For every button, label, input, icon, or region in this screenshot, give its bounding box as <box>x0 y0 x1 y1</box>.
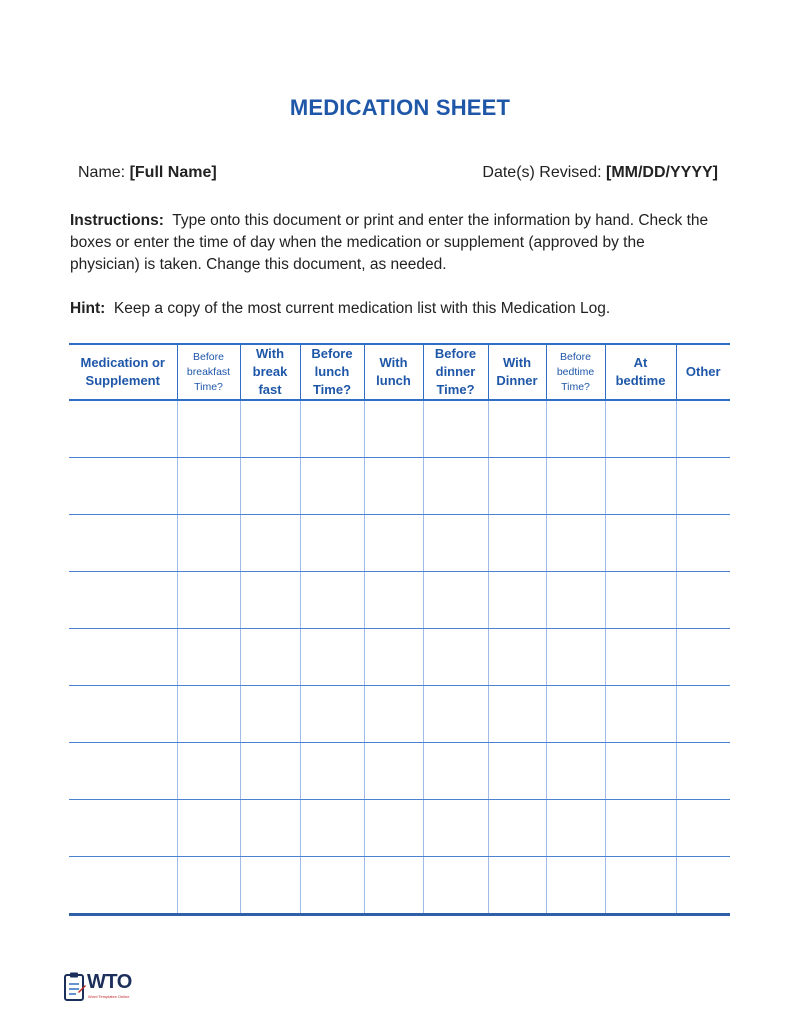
instructions-label: Instructions: <box>70 212 164 229</box>
table-cell[interactable] <box>488 515 546 572</box>
logo-text: WTO <box>87 971 132 993</box>
table-cell[interactable] <box>177 743 240 800</box>
name-label: Name: <box>78 164 126 181</box>
table-cell[interactable] <box>546 743 605 800</box>
table-cell[interactable] <box>240 686 300 743</box>
table-cell[interactable] <box>177 629 240 686</box>
table-cell[interactable] <box>300 572 364 629</box>
table-cell[interactable] <box>364 515 423 572</box>
table-cell[interactable] <box>177 857 240 915</box>
table-cell[interactable] <box>69 686 177 743</box>
table-cell[interactable] <box>605 743 676 800</box>
table-cell[interactable] <box>300 743 364 800</box>
table-cell[interactable] <box>423 743 488 800</box>
table-cell[interactable] <box>676 629 730 686</box>
table-cell[interactable] <box>605 572 676 629</box>
table-cell[interactable] <box>423 458 488 515</box>
table-cell[interactable] <box>364 458 423 515</box>
table-cell[interactable] <box>546 515 605 572</box>
table-cell[interactable] <box>300 629 364 686</box>
hint-label: Hint: <box>70 300 106 317</box>
name-line <box>78 164 217 182</box>
table-cell[interactable] <box>240 857 300 915</box>
table-cell[interactable] <box>423 400 488 458</box>
table-cell[interactable] <box>69 629 177 686</box>
table-cell[interactable] <box>546 857 605 915</box>
table-row <box>69 800 730 857</box>
table-cell[interactable] <box>676 458 730 515</box>
table-cell[interactable] <box>488 629 546 686</box>
table-cell[interactable] <box>676 800 730 857</box>
table-row <box>69 400 730 458</box>
table-row <box>69 458 730 515</box>
medication-table <box>69 343 730 916</box>
table-cell[interactable] <box>364 629 423 686</box>
table-cell[interactable] <box>488 458 546 515</box>
table-cell[interactable] <box>240 629 300 686</box>
table-cell[interactable] <box>364 857 423 915</box>
col-header-before-breakfast: Before breakfast Time? <box>177 344 240 400</box>
table-row <box>69 515 730 572</box>
logo-subtitle: Word Templates Online <box>88 994 130 999</box>
table-row <box>69 743 730 800</box>
col-header-before-bedtime: Before bedtime Time? <box>546 344 605 400</box>
table-cell[interactable] <box>300 857 364 915</box>
table-cell[interactable] <box>423 686 488 743</box>
clipboard-logo-icon <box>64 972 86 1002</box>
table-cell[interactable] <box>177 800 240 857</box>
table-cell[interactable] <box>488 857 546 915</box>
table-cell[interactable] <box>69 857 177 915</box>
table-cell[interactable] <box>605 629 676 686</box>
table-cell[interactable] <box>488 572 546 629</box>
table-cell[interactable] <box>240 515 300 572</box>
table-cell[interactable] <box>546 458 605 515</box>
table-cell[interactable] <box>69 743 177 800</box>
col-header-with-lunch: With lunch <box>364 344 423 400</box>
table-cell[interactable] <box>605 458 676 515</box>
date-value[interactable]: [MM/DD/YYYY] <box>606 164 718 181</box>
table-body <box>69 400 730 915</box>
table-cell[interactable] <box>488 400 546 458</box>
table-cell[interactable] <box>423 515 488 572</box>
table-cell[interactable] <box>240 400 300 458</box>
table-cell[interactable] <box>546 400 605 458</box>
table-cell[interactable] <box>676 857 730 915</box>
table-cell[interactable] <box>364 572 423 629</box>
instructions <box>70 210 710 276</box>
table-cell[interactable] <box>177 458 240 515</box>
name-value[interactable]: [Full Name] <box>129 164 217 181</box>
wto-logo <box>64 970 154 1006</box>
table-cell[interactable] <box>546 572 605 629</box>
table-row <box>69 629 730 686</box>
table-cell[interactable] <box>300 515 364 572</box>
table-cell[interactable] <box>605 400 676 458</box>
table-cell[interactable] <box>240 743 300 800</box>
col-header-with-breakfast: With break fast <box>240 344 300 400</box>
table-cell[interactable] <box>605 515 676 572</box>
table-cell[interactable] <box>423 800 488 857</box>
table-cell[interactable] <box>605 800 676 857</box>
table-cell[interactable] <box>177 400 240 458</box>
table-cell[interactable] <box>69 458 177 515</box>
col-header-at-bedtime: At bedtime <box>605 344 676 400</box>
table-cell[interactable] <box>676 515 730 572</box>
table-cell[interactable] <box>69 400 177 458</box>
table-row <box>69 686 730 743</box>
table-cell[interactable] <box>240 458 300 515</box>
col-header-before-dinner: Before dinner Time? <box>423 344 488 400</box>
table-row <box>69 572 730 629</box>
table-cell[interactable] <box>423 857 488 915</box>
hint-text: Keep a copy of the most current medication list with this Medication Log. <box>113 300 611 317</box>
hint <box>70 298 710 320</box>
date-line <box>482 164 718 182</box>
table-cell[interactable] <box>69 572 177 629</box>
table-cell[interactable] <box>300 458 364 515</box>
table-cell[interactable] <box>240 800 300 857</box>
table-cell[interactable] <box>676 400 730 458</box>
table-cell[interactable] <box>676 572 730 629</box>
table-cell[interactable] <box>364 686 423 743</box>
table-cell[interactable] <box>177 572 240 629</box>
table-cell[interactable] <box>423 629 488 686</box>
table-cell[interactable] <box>488 743 546 800</box>
table-cell[interactable] <box>364 743 423 800</box>
table-cell[interactable] <box>364 400 423 458</box>
col-header-other: Other <box>676 344 730 400</box>
table-cell[interactable] <box>300 400 364 458</box>
col-header-medication: Medication or Supplement <box>69 344 177 400</box>
table-cell[interactable] <box>488 686 546 743</box>
table-cell[interactable] <box>546 800 605 857</box>
table-cell[interactable] <box>676 743 730 800</box>
table-header-row <box>69 344 730 400</box>
table-cell[interactable] <box>605 686 676 743</box>
col-header-before-lunch: Before lunch Time? <box>300 344 364 400</box>
col-header-with-dinner: With Dinner <box>488 344 546 400</box>
table-cell[interactable] <box>300 800 364 857</box>
table-row <box>69 857 730 915</box>
table-cell[interactable] <box>546 629 605 686</box>
table-cell[interactable] <box>423 572 488 629</box>
table-cell[interactable] <box>69 515 177 572</box>
table-cell[interactable] <box>676 686 730 743</box>
table-cell[interactable] <box>488 800 546 857</box>
table-cell[interactable] <box>605 857 676 915</box>
table-cell[interactable] <box>546 686 605 743</box>
page-title: MEDICATION SHEET <box>289 95 511 120</box>
date-label: Date(s) Revised: <box>482 164 602 181</box>
table-cell[interactable] <box>364 800 423 857</box>
table-cell[interactable] <box>177 686 240 743</box>
table-cell[interactable] <box>240 572 300 629</box>
table-cell[interactable] <box>69 800 177 857</box>
table-cell[interactable] <box>177 515 240 572</box>
table-cell[interactable] <box>300 686 364 743</box>
instructions-text: Type onto this document or print and enter the information by hand. Check the boxes or enter the time of day when the medication or supplement (approved by the physician) is taken. Change this document, as needed. <box>70 212 709 273</box>
